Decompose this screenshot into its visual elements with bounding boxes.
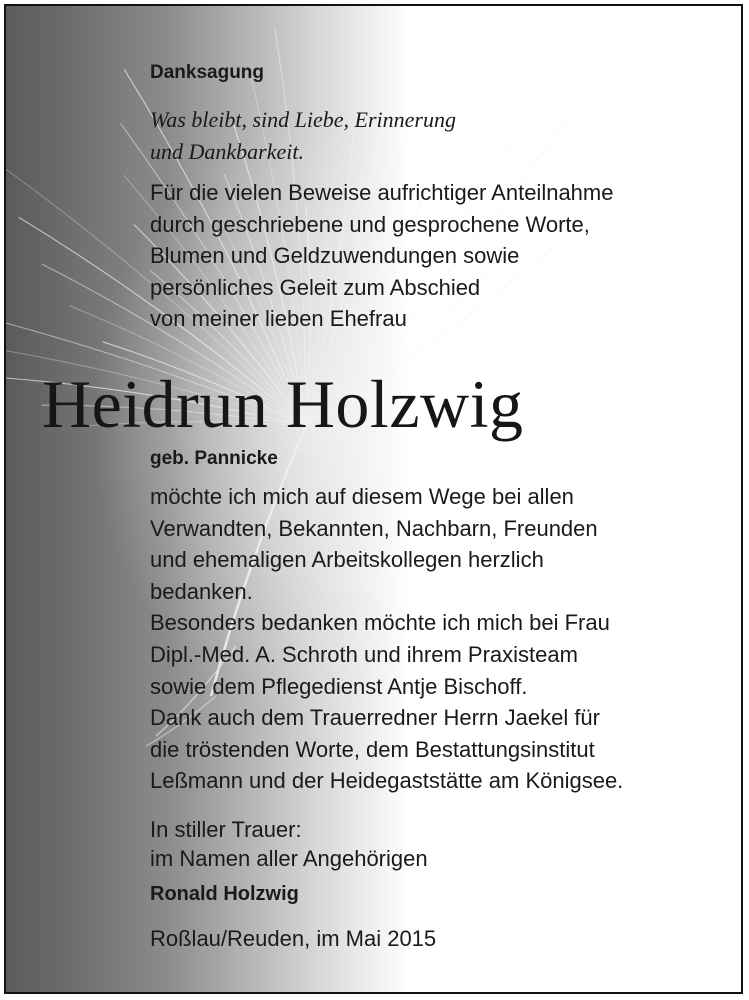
intro-paragraph — [150, 177, 613, 335]
body-line: möchte ich mich auf diesem Wege bei allen — [150, 484, 574, 509]
body-line: Leßmann und der Heidegaststätte am Königsee. — [150, 768, 624, 794]
body-line: Verwandten, Bekannten, Nachbarn, Freunden — [150, 515, 598, 541]
intro-line: Für die vielen Beweise aufrichtiger Anteilnahme — [150, 180, 614, 205]
body-line: Dipl.-Med. A. Schroth und ihrem Praxisteam — [150, 641, 578, 667]
notice-heading: Danksagung — [150, 62, 265, 83]
body-line: sowie dem Pflegedienst Antje Bischoff. — [150, 673, 528, 699]
intro-line: durch geschriebene und gesprochene Worte, — [150, 211, 590, 237]
intro-line: persönliches Geleit zum Abschied — [150, 274, 481, 300]
closing-line: im Namen aller Angehörigen — [150, 846, 428, 871]
motto-line: und Dankbarkeit. — [150, 139, 304, 164]
closing-block — [150, 815, 428, 873]
maiden-name: geb. Pannicke — [150, 448, 278, 469]
place-date: Roßlau/Reuden, im Mai 2015 — [150, 926, 437, 951]
body-line: bedanken. — [150, 578, 253, 604]
motto — [150, 104, 456, 168]
body-line: und ehemaligen Arbeitskollegen herzlich — [150, 547, 544, 573]
closing-line: In stiller Trauer: — [150, 817, 302, 842]
thanks-paragraph — [150, 481, 623, 797]
body-line: Dank auch dem Trauerredner Herrn Jaekel für — [150, 705, 600, 731]
intro-line: Blumen und Geldzuwendungen sowie — [150, 243, 520, 269]
motto-line: Was bleibt, sind Liebe, Erinnerung — [150, 107, 456, 132]
deceased-name: Heidrun Holzwig — [42, 366, 524, 442]
body-line: die tröstenden Worte, dem Bestattungsinstitut — [150, 736, 595, 762]
intro-line: von meiner lieben Ehefrau — [150, 306, 407, 332]
signer-name: Ronald Holzwig — [150, 883, 299, 905]
body-line: Besonders bedanken möchte ich mich bei Frau — [150, 610, 610, 636]
